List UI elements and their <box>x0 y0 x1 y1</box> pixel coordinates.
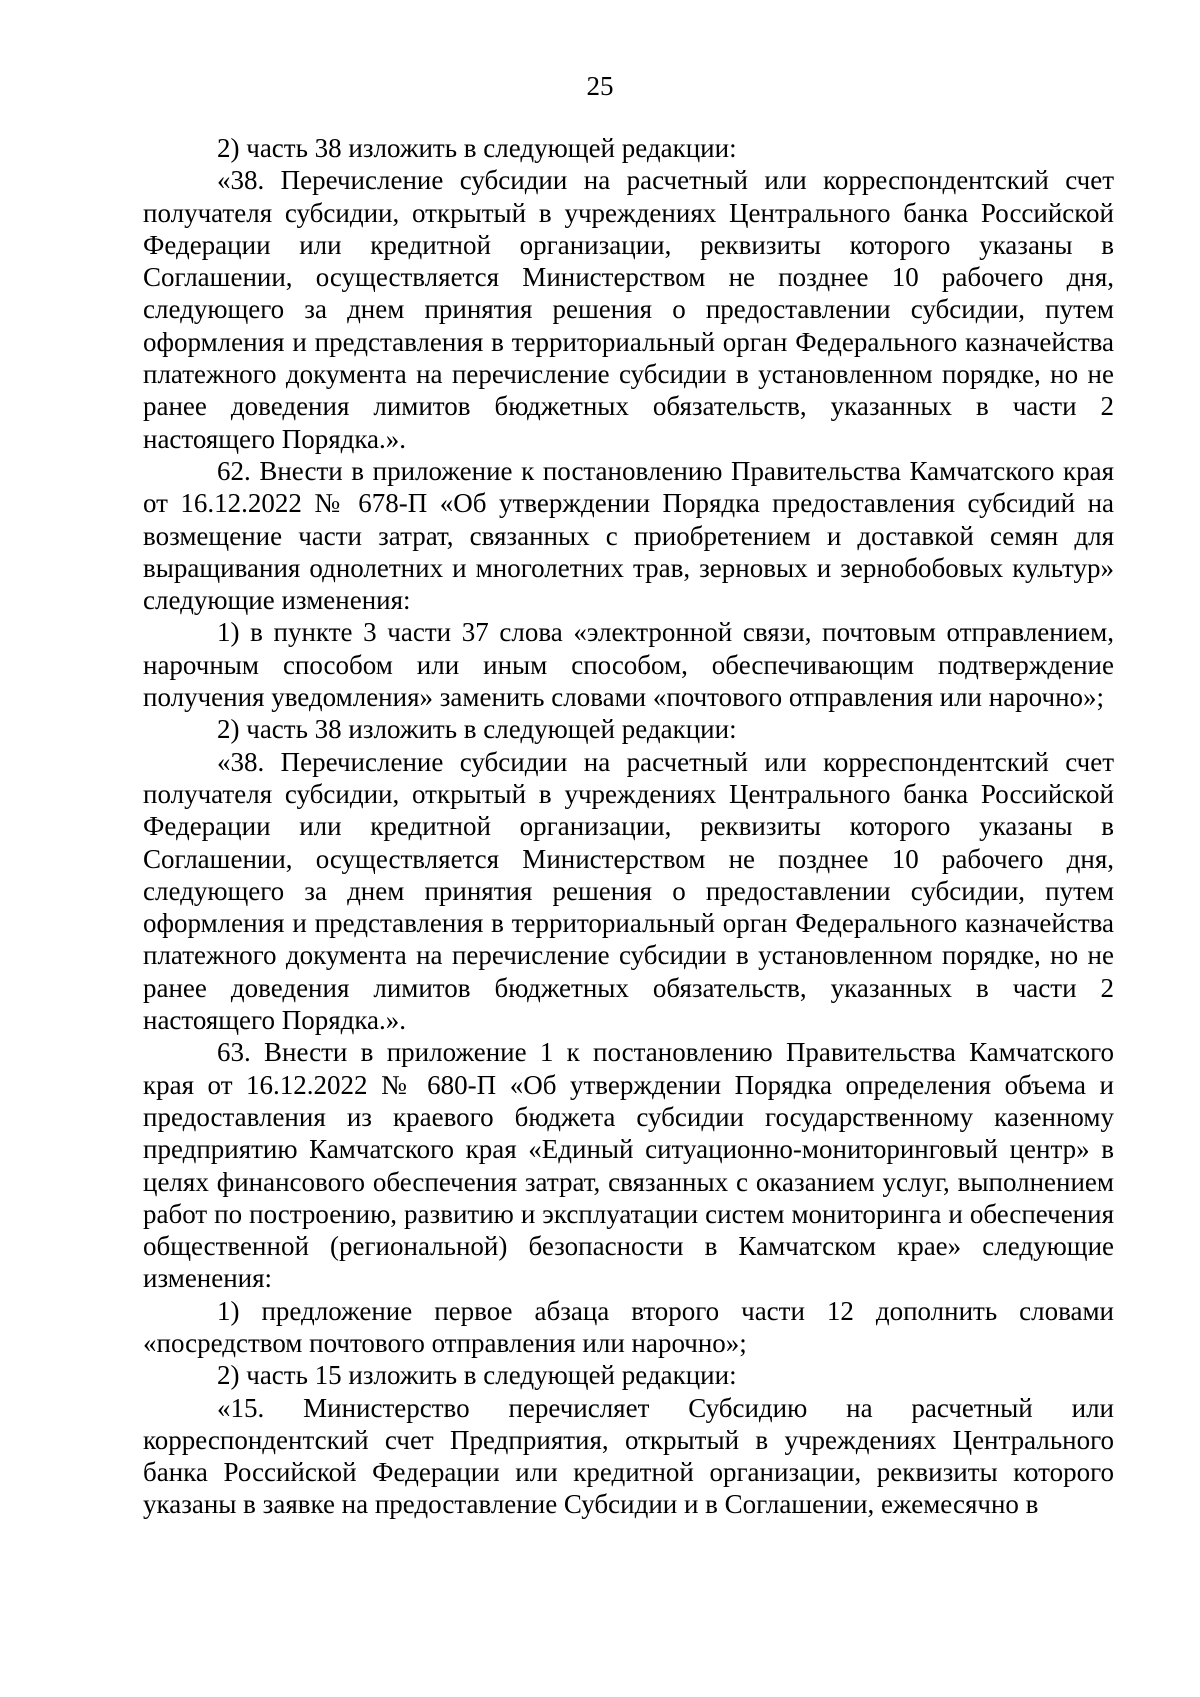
paragraph-item-63: 63. Внести в приложение 1 к постановлению Правительства Камчатского края от 16.12.2022 № 680-П «Об утверждении Порядка определения объема и предоставления из краевого бюджета субсидии государственному казенному предприятию Камчатского края «Единый ситуационно-мониторинговый центр» в целях финансового обеспечения затрат, связанных с оказанием услуг, выполнением работ по построению, развитию и эксплуатации систем мониторинга и обеспечения общественной (региональной) безопасности в Камчатском крае» следующие изменения: <box>143 1037 1114 1294</box>
paragraph-item-62: 62. Внести в приложение к постановлению Правительства Камчатского края от 16.12.2022 № 678-П «Об утверждении Порядка предоставления субсидий на возмещение части затрат, связанных с приобретением и доставкой семян для выращивания однолетних и многолетних трав, зерновых и зернобобовых культур» следующие изменения: <box>143 455 1114 616</box>
paragraph-amend-part-38-intro: 2) часть 38 изложить в следующей редакции: <box>217 133 737 163</box>
paragraph-item-63-sub-2: 2) часть 15 изложить в следующей редакции: <box>217 1360 737 1391</box>
paragraph-item-63-part-15-text: «15. Министерство перечисляет Субсидию на расчетный или корреспондентский счет Предприятия, открытый в учреждениях Центрального банка Российской Федерации или кредитной организации, реквизиты которого указаны в заявке на предоставление Субсидии и в Соглашении, ежемесячно в <box>143 1392 1114 1520</box>
page-number: 25 <box>586 71 614 101</box>
paragraph-item-62-sub-2: 2) часть 38 изложить в следующей редакции: <box>217 714 737 745</box>
paragraph-item-63-sub-1: 1) предложение первое абзаца второго части 12 дополнить словами «посредством почтового отправления или нарочно»; <box>143 1295 1114 1358</box>
document-body <box>143 132 1114 1521</box>
paragraph-item-62-sub-1: 1) в пункте 3 части 37 слова «электронной связи, почтовым отправлением, нарочным способом или иным способом, обеспечивающим подтверждение получения уведомления» заменить словами «почтового отправления или нарочно»; <box>143 617 1114 713</box>
paragraph-part-38-text: «38. Перечисление субсидии на расчетный или корреспондентский счет получателя субсидии, открытый в учреждениях Центрального банка Российской Федерации или кредитной организации, реквизиты которого указаны в Соглашении, осуществляется Министерством не позднее 10 рабочего дня, следующего за днем принятия решения о предоставлении субсидии, путем оформления и представления в территориальный орган Федерального казначейства платежного документа на перечисление субсидии в установленном порядке, но не ранее доведения лимитов бюджетных обязательств, указанных в части 2 настоящего Порядка.». <box>143 165 1114 454</box>
paragraph-item-62-part-38-text: «38. Перечисление субсидии на расчетный или корреспондентский счет получателя субсидии, открытый в учреждениях Центрального банка Российской Федерации или кредитной организации, реквизиты которого указаны в Соглашении, осуществляется Министерством не позднее 10 рабочего дня, следующего за днем принятия решения о предоставлении субсидии, путем оформления и представления в территориальный орган Федерального казначейства платежного документа на перечисление субсидии в установленном порядке, но не ранее доведения лимитов бюджетных обязательств, указанных в части 2 настоящего Порядка.». <box>143 746 1114 1036</box>
